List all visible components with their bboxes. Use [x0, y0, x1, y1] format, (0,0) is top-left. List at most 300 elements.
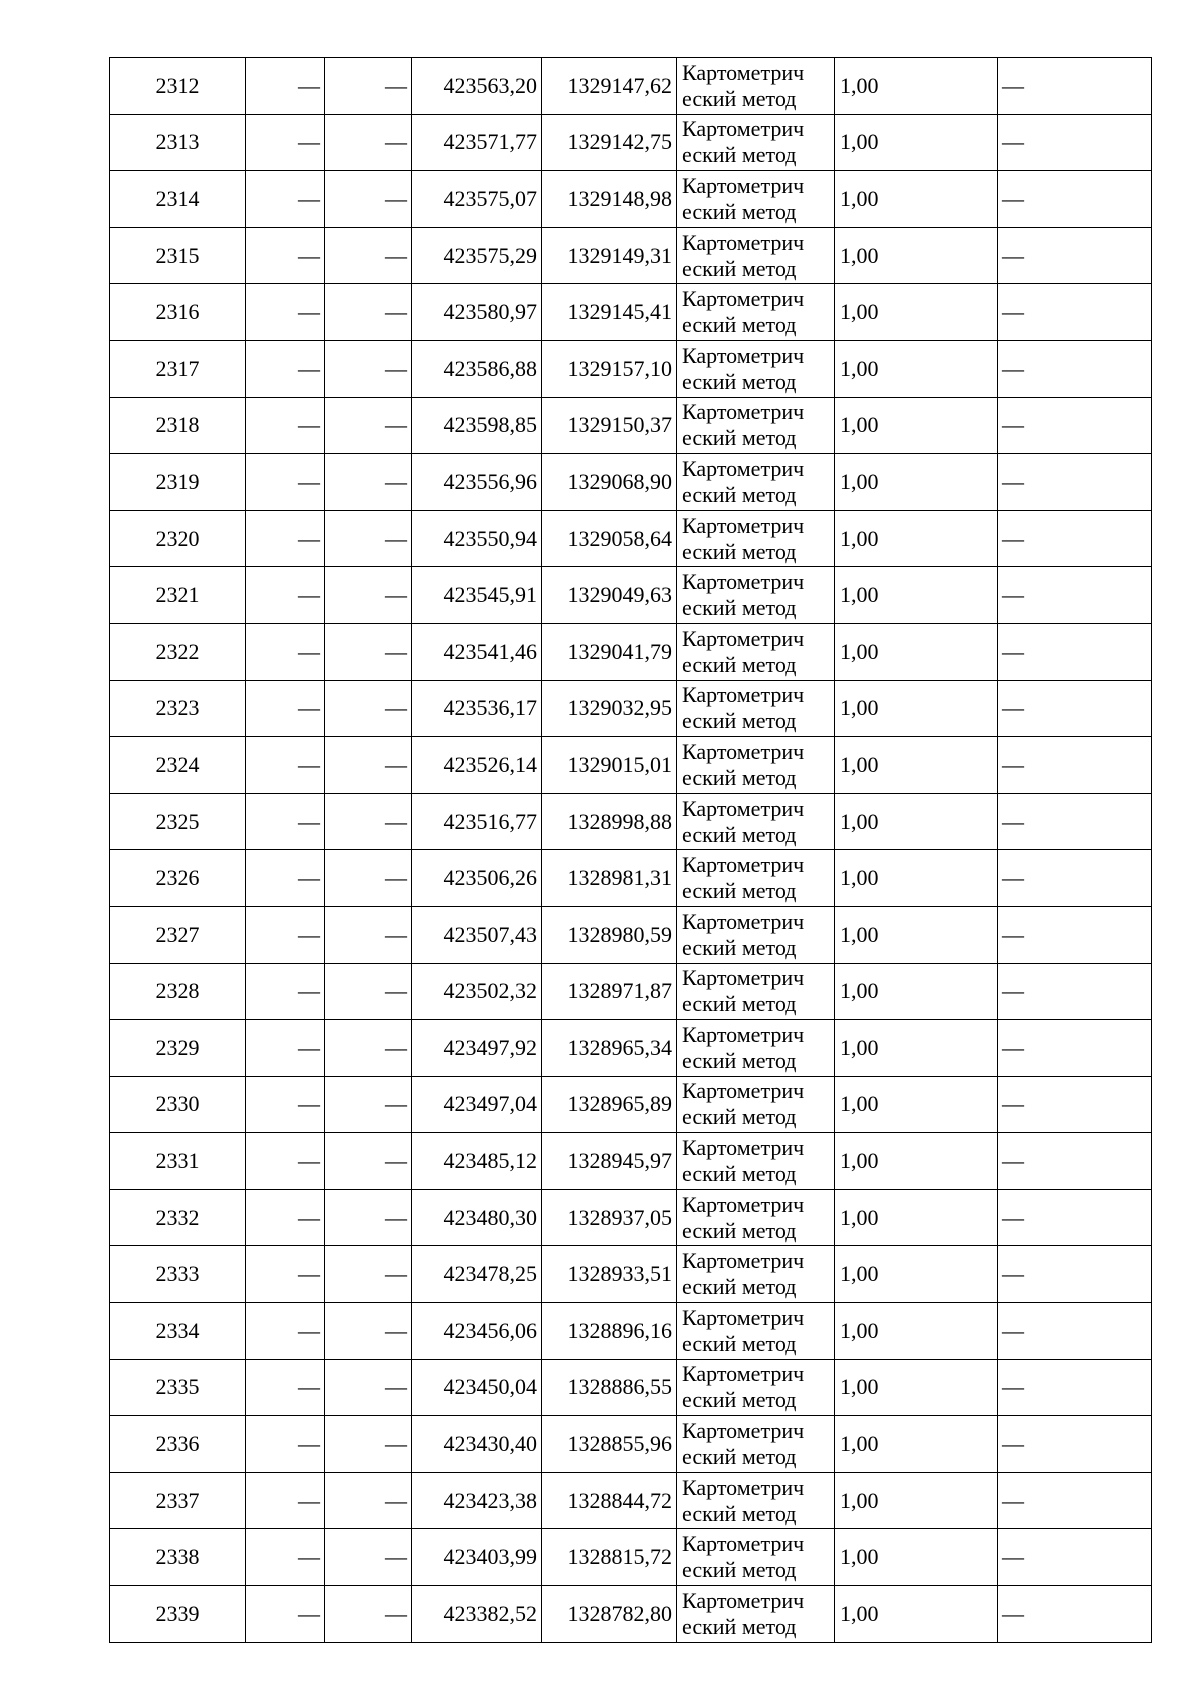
method-cell [677, 58, 835, 115]
table-row [110, 284, 1152, 341]
note-cell: — [998, 793, 1152, 850]
empty-value-cell: — [325, 171, 412, 228]
point-number-cell: 2316 [110, 284, 246, 341]
note-cell: — [998, 1076, 1152, 1133]
table-row [110, 58, 1152, 115]
empty-value-cell: — [325, 340, 412, 397]
point-number-cell: 2332 [110, 1189, 246, 1246]
method-text-line2: еский метод [682, 1613, 797, 1639]
method-text-line1: Картометрич [682, 512, 805, 538]
empty-value-cell: — [246, 623, 325, 680]
table-row [110, 1020, 1152, 1077]
empty-value-cell: — [325, 793, 412, 850]
x-coordinate-cell: 423423,38 [412, 1472, 542, 1529]
method-text-line2: еский метод [682, 1217, 797, 1243]
empty-value-cell: — [246, 567, 325, 624]
method-cell [677, 284, 835, 341]
method-text-line2: еский метод [682, 991, 797, 1017]
method-text-line2: еский метод [682, 1557, 797, 1583]
method-cell [677, 510, 835, 567]
method-cell [677, 1416, 835, 1473]
note-cell: — [998, 1359, 1152, 1416]
empty-value-cell: — [246, 1472, 325, 1529]
empty-value-cell: — [325, 1303, 412, 1360]
method-text-line1: Картометрич [682, 286, 805, 312]
method-cell [677, 1529, 835, 1586]
method-text-line2: еский метод [682, 312, 797, 338]
x-coordinate-cell: 423575,07 [412, 171, 542, 228]
y-coordinate-cell: 1329149,31 [542, 227, 677, 284]
note-cell: — [998, 1472, 1152, 1529]
empty-value-cell: — [325, 567, 412, 624]
method-text-line2: еский метод [682, 1387, 797, 1413]
note-cell: — [998, 1020, 1152, 1077]
note-cell: — [998, 680, 1152, 737]
point-number-cell: 2325 [110, 793, 246, 850]
empty-value-cell: — [246, 680, 325, 737]
empty-value-cell: — [325, 1020, 412, 1077]
note-cell: — [998, 623, 1152, 680]
y-coordinate-cell: 1329015,01 [542, 737, 677, 794]
table-row [110, 850, 1152, 907]
table-row [110, 567, 1152, 624]
method-text-line2: еский метод [682, 1330, 797, 1356]
x-coordinate-cell: 423456,06 [412, 1303, 542, 1360]
method-text-line2: еский метод [682, 651, 797, 677]
empty-value-cell: — [325, 1076, 412, 1133]
y-coordinate-cell: 1328815,72 [542, 1529, 677, 1586]
empty-value-cell: — [246, 397, 325, 454]
method-cell [677, 850, 835, 907]
table-row [110, 1416, 1152, 1473]
table-row [110, 114, 1152, 171]
note-cell: — [998, 227, 1152, 284]
table-row [110, 1586, 1152, 1643]
x-coordinate-cell: 423586,88 [412, 340, 542, 397]
note-cell: — [998, 850, 1152, 907]
method-cell [677, 1189, 835, 1246]
method-text-line2: еский метод [682, 255, 797, 281]
accuracy-cell: 1,00 [835, 1529, 998, 1586]
accuracy-cell: 1,00 [835, 454, 998, 511]
accuracy-cell: 1,00 [835, 680, 998, 737]
table-row [110, 227, 1152, 284]
table-row [110, 963, 1152, 1020]
table-row [110, 906, 1152, 963]
note-cell: — [998, 114, 1152, 171]
empty-value-cell: — [246, 171, 325, 228]
method-cell [677, 1246, 835, 1303]
method-text-line2: еский метод [682, 878, 797, 904]
accuracy-cell: 1,00 [835, 58, 998, 115]
method-text-line1: Картометрич [682, 965, 805, 991]
empty-value-cell: — [246, 1133, 325, 1190]
accuracy-cell: 1,00 [835, 510, 998, 567]
empty-value-cell: — [246, 1189, 325, 1246]
method-text-line2: еский метод [682, 538, 797, 564]
accuracy-cell: 1,00 [835, 227, 998, 284]
accuracy-cell: 1,00 [835, 850, 998, 907]
accuracy-cell: 1,00 [835, 340, 998, 397]
point-number-cell: 2320 [110, 510, 246, 567]
method-text-line2: еский метод [682, 198, 797, 224]
table-row [110, 1246, 1152, 1303]
y-coordinate-cell: 1328971,87 [542, 963, 677, 1020]
point-number-cell: 2318 [110, 397, 246, 454]
empty-value-cell: — [325, 1529, 412, 1586]
method-cell [677, 1586, 835, 1643]
point-number-cell: 2319 [110, 454, 246, 511]
method-text-line2: еский метод [682, 595, 797, 621]
y-coordinate-cell: 1329147,62 [542, 58, 677, 115]
point-number-cell: 2326 [110, 850, 246, 907]
point-number-cell: 2327 [110, 906, 246, 963]
point-number-cell: 2324 [110, 737, 246, 794]
x-coordinate-cell: 423478,25 [412, 1246, 542, 1303]
method-text-line1: Картометрич [682, 1248, 805, 1274]
empty-value-cell: — [325, 737, 412, 794]
x-coordinate-cell: 423575,29 [412, 227, 542, 284]
y-coordinate-cell: 1328945,97 [542, 1133, 677, 1190]
method-text-line1: Картометрич [682, 1135, 805, 1161]
x-coordinate-cell: 423536,17 [412, 680, 542, 737]
accuracy-cell: 1,00 [835, 1586, 998, 1643]
x-coordinate-cell: 423403,99 [412, 1529, 542, 1586]
method-text-line1: Картометрич [682, 116, 805, 142]
empty-value-cell: — [246, 963, 325, 1020]
empty-value-cell: — [246, 58, 325, 115]
method-text-line2: еский метод [682, 142, 797, 168]
point-number-cell: 2328 [110, 963, 246, 1020]
method-text-line2: еский метод [682, 1444, 797, 1470]
x-coordinate-cell: 423497,04 [412, 1076, 542, 1133]
note-cell: — [998, 284, 1152, 341]
method-cell [677, 680, 835, 737]
accuracy-cell: 1,00 [835, 1416, 998, 1473]
x-coordinate-cell: 423545,91 [412, 567, 542, 624]
empty-value-cell: — [325, 623, 412, 680]
table-row [110, 1529, 1152, 1586]
empty-value-cell: — [325, 114, 412, 171]
method-text-line2: еский метод [682, 481, 797, 507]
method-text-line1: Картометрич [682, 625, 805, 651]
accuracy-cell: 1,00 [835, 906, 998, 963]
empty-value-cell: — [246, 1303, 325, 1360]
x-coordinate-cell: 423541,46 [412, 623, 542, 680]
method-cell [677, 114, 835, 171]
note-cell: — [998, 906, 1152, 963]
point-number-cell: 2321 [110, 567, 246, 624]
empty-value-cell: — [246, 1529, 325, 1586]
method-text-line1: Картометрич [682, 172, 805, 198]
empty-value-cell: — [325, 454, 412, 511]
method-text-line2: еский метод [682, 934, 797, 960]
note-cell: — [998, 737, 1152, 794]
method-text-line1: Картометрич [682, 682, 805, 708]
empty-value-cell: — [246, 454, 325, 511]
table-body [110, 58, 1152, 1643]
empty-value-cell: — [325, 227, 412, 284]
table-row [110, 793, 1152, 850]
y-coordinate-cell: 1328980,59 [542, 906, 677, 963]
y-coordinate-cell: 1329041,79 [542, 623, 677, 680]
method-cell [677, 340, 835, 397]
table-row [110, 1472, 1152, 1529]
method-text-line1: Картометрич [682, 1587, 805, 1613]
note-cell: — [998, 1586, 1152, 1643]
method-text-line2: еский метод [682, 85, 797, 111]
empty-value-cell: — [246, 1076, 325, 1133]
point-number-cell: 2334 [110, 1303, 246, 1360]
y-coordinate-cell: 1328965,89 [542, 1076, 677, 1133]
method-text-line1: Картометрич [682, 1474, 805, 1500]
accuracy-cell: 1,00 [835, 737, 998, 794]
method-text-line2: еский метод [682, 1161, 797, 1187]
empty-value-cell: — [325, 1416, 412, 1473]
y-coordinate-cell: 1328855,96 [542, 1416, 677, 1473]
x-coordinate-cell: 423485,12 [412, 1133, 542, 1190]
point-number-cell: 2331 [110, 1133, 246, 1190]
y-coordinate-cell: 1329058,64 [542, 510, 677, 567]
empty-value-cell: — [246, 906, 325, 963]
accuracy-cell: 1,00 [835, 1020, 998, 1077]
table-row [110, 1359, 1152, 1416]
empty-value-cell: — [246, 1246, 325, 1303]
accuracy-cell: 1,00 [835, 1189, 998, 1246]
method-cell [677, 1472, 835, 1529]
x-coordinate-cell: 423516,77 [412, 793, 542, 850]
table-row [110, 680, 1152, 737]
y-coordinate-cell: 1328965,34 [542, 1020, 677, 1077]
empty-value-cell: — [325, 906, 412, 963]
method-cell [677, 227, 835, 284]
empty-value-cell: — [325, 963, 412, 1020]
method-cell [677, 171, 835, 228]
x-coordinate-cell: 423556,96 [412, 454, 542, 511]
method-cell [677, 1359, 835, 1416]
method-cell [677, 963, 835, 1020]
note-cell: — [998, 397, 1152, 454]
empty-value-cell: — [246, 850, 325, 907]
method-cell [677, 623, 835, 680]
accuracy-cell: 1,00 [835, 1246, 998, 1303]
method-cell [677, 906, 835, 963]
x-coordinate-cell: 423497,92 [412, 1020, 542, 1077]
note-cell: — [998, 1189, 1152, 1246]
y-coordinate-cell: 1329150,37 [542, 397, 677, 454]
empty-value-cell: — [246, 284, 325, 341]
method-cell [677, 567, 835, 624]
method-text-line1: Картометрич [682, 455, 805, 481]
point-number-cell: 2335 [110, 1359, 246, 1416]
method-text-line2: еский метод [682, 1274, 797, 1300]
note-cell: — [998, 510, 1152, 567]
note-cell: — [998, 1303, 1152, 1360]
x-coordinate-cell: 423502,32 [412, 963, 542, 1020]
method-text-line1: Картометрич [682, 1304, 805, 1330]
note-cell: — [998, 340, 1152, 397]
method-text-line1: Картометрич [682, 1021, 805, 1047]
method-text-line1: Картометрич [682, 399, 805, 425]
note-cell: — [998, 171, 1152, 228]
table-row [110, 737, 1152, 794]
accuracy-cell: 1,00 [835, 397, 998, 454]
method-cell [677, 1303, 835, 1360]
x-coordinate-cell: 423563,20 [412, 58, 542, 115]
accuracy-cell: 1,00 [835, 1359, 998, 1416]
method-cell [677, 793, 835, 850]
point-number-cell: 2312 [110, 58, 246, 115]
method-text-line1: Картометрич [682, 908, 805, 934]
empty-value-cell: — [246, 1586, 325, 1643]
accuracy-cell: 1,00 [835, 567, 998, 624]
y-coordinate-cell: 1329068,90 [542, 454, 677, 511]
point-number-cell: 2338 [110, 1529, 246, 1586]
table-row [110, 510, 1152, 567]
x-coordinate-cell: 423550,94 [412, 510, 542, 567]
point-number-cell: 2339 [110, 1586, 246, 1643]
table-row [110, 1303, 1152, 1360]
note-cell: — [998, 1416, 1152, 1473]
y-coordinate-cell: 1328937,05 [542, 1189, 677, 1246]
point-number-cell: 2330 [110, 1076, 246, 1133]
table-row [110, 171, 1152, 228]
table-row [110, 454, 1152, 511]
empty-value-cell: — [246, 1416, 325, 1473]
empty-value-cell: — [325, 1189, 412, 1246]
empty-value-cell: — [325, 58, 412, 115]
y-coordinate-cell: 1328886,55 [542, 1359, 677, 1416]
method-text-line2: еский метод [682, 1047, 797, 1073]
accuracy-cell: 1,00 [835, 1472, 998, 1529]
y-coordinate-cell: 1328981,31 [542, 850, 677, 907]
accuracy-cell: 1,00 [835, 623, 998, 680]
accuracy-cell: 1,00 [835, 963, 998, 1020]
method-text-line2: еский метод [682, 425, 797, 451]
method-text-line1: Картометрич [682, 795, 805, 821]
note-cell: — [998, 963, 1152, 1020]
y-coordinate-cell: 1328933,51 [542, 1246, 677, 1303]
x-coordinate-cell: 423580,97 [412, 284, 542, 341]
x-coordinate-cell: 423430,40 [412, 1416, 542, 1473]
point-number-cell: 2313 [110, 114, 246, 171]
method-cell [677, 1133, 835, 1190]
method-text-line1: Картометрич [682, 1418, 805, 1444]
empty-value-cell: — [246, 340, 325, 397]
method-text-line2: еский метод [682, 764, 797, 790]
empty-value-cell: — [325, 397, 412, 454]
method-cell [677, 454, 835, 511]
point-number-cell: 2315 [110, 227, 246, 284]
x-coordinate-cell: 423450,04 [412, 1359, 542, 1416]
empty-value-cell: — [246, 114, 325, 171]
method-text-line1: Картометрич [682, 342, 805, 368]
coordinates-table [109, 57, 1152, 1643]
x-coordinate-cell: 423526,14 [412, 737, 542, 794]
point-number-cell: 2329 [110, 1020, 246, 1077]
empty-value-cell: — [325, 1133, 412, 1190]
method-text-line1: Картометрич [682, 569, 805, 595]
y-coordinate-cell: 1329032,95 [542, 680, 677, 737]
empty-value-cell: — [325, 1472, 412, 1529]
table-row [110, 1076, 1152, 1133]
y-coordinate-cell: 1329049,63 [542, 567, 677, 624]
point-number-cell: 2322 [110, 623, 246, 680]
x-coordinate-cell: 423382,52 [412, 1586, 542, 1643]
note-cell: — [998, 454, 1152, 511]
empty-value-cell: — [246, 1020, 325, 1077]
empty-value-cell: — [325, 1246, 412, 1303]
method-text-line1: Картометрич [682, 1361, 805, 1387]
method-text-line1: Картометрич [682, 852, 805, 878]
method-text-line1: Картометрич [682, 1531, 805, 1557]
point-number-cell: 2314 [110, 171, 246, 228]
method-text-line1: Картометрич [682, 738, 805, 764]
empty-value-cell: — [325, 680, 412, 737]
y-coordinate-cell: 1328844,72 [542, 1472, 677, 1529]
empty-value-cell: — [325, 284, 412, 341]
method-text-line1: Картометрич [682, 1191, 805, 1217]
method-text-line1: Картометрич [682, 229, 805, 255]
y-coordinate-cell: 1328998,88 [542, 793, 677, 850]
table-row [110, 1189, 1152, 1246]
method-text-line2: еский метод [682, 821, 797, 847]
y-coordinate-cell: 1329142,75 [542, 114, 677, 171]
x-coordinate-cell: 423507,43 [412, 906, 542, 963]
y-coordinate-cell: 1329157,10 [542, 340, 677, 397]
note-cell: — [998, 58, 1152, 115]
method-cell [677, 1076, 835, 1133]
table-row [110, 340, 1152, 397]
accuracy-cell: 1,00 [835, 793, 998, 850]
empty-value-cell: — [325, 850, 412, 907]
point-number-cell: 2336 [110, 1416, 246, 1473]
empty-value-cell: — [325, 1359, 412, 1416]
empty-value-cell: — [246, 793, 325, 850]
point-number-cell: 2333 [110, 1246, 246, 1303]
method-text-line1: Картометрич [682, 1078, 805, 1104]
table-row [110, 623, 1152, 680]
note-cell: — [998, 1529, 1152, 1586]
accuracy-cell: 1,00 [835, 1303, 998, 1360]
accuracy-cell: 1,00 [835, 171, 998, 228]
y-coordinate-cell: 1329145,41 [542, 284, 677, 341]
accuracy-cell: 1,00 [835, 1133, 998, 1190]
method-cell [677, 397, 835, 454]
method-text-line1: Картометрич [682, 59, 805, 85]
empty-value-cell: — [246, 510, 325, 567]
point-number-cell: 2337 [110, 1472, 246, 1529]
x-coordinate-cell: 423506,26 [412, 850, 542, 907]
note-cell: — [998, 1246, 1152, 1303]
accuracy-cell: 1,00 [835, 114, 998, 171]
table-row [110, 1133, 1152, 1190]
empty-value-cell: — [325, 1586, 412, 1643]
y-coordinate-cell: 1328896,16 [542, 1303, 677, 1360]
method-text-line2: еский метод [682, 368, 797, 394]
method-text-line2: еский метод [682, 1500, 797, 1526]
method-cell [677, 1020, 835, 1077]
empty-value-cell: — [246, 227, 325, 284]
y-coordinate-cell: 1329148,98 [542, 171, 677, 228]
method-cell [677, 737, 835, 794]
note-cell: — [998, 567, 1152, 624]
method-text-line2: еский метод [682, 708, 797, 734]
empty-value-cell: — [246, 737, 325, 794]
empty-value-cell: — [246, 1359, 325, 1416]
point-number-cell: 2317 [110, 340, 246, 397]
x-coordinate-cell: 423598,85 [412, 397, 542, 454]
